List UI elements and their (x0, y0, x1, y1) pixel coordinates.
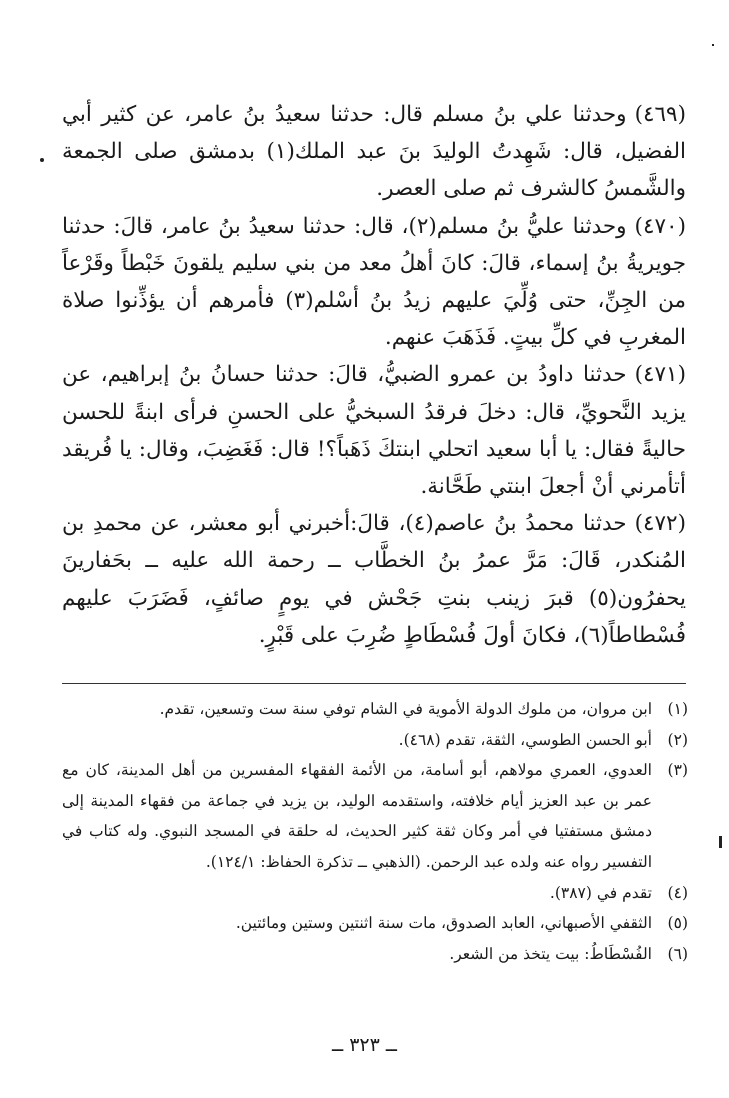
page-number: ــ ٣٢٣ ــ (332, 1034, 397, 1056)
hadith-470 (62, 208, 686, 357)
hadith-number: (٤٧٢) (634, 511, 686, 537)
footnote-number: (٥) (667, 914, 688, 933)
footnote-number: (٣) (667, 761, 688, 780)
margin-mark (40, 158, 44, 162)
footnote-text: العدوي، العمري مولاهم، أبو أسامة، من الأئمة الفقهاء المفسرين من أهل المدينة، كان مع عمر بن عبد العزيز أيام خلافته، واستقدمه الوليد، بن يزيد في جماعة من فقهاء المدينة إلى دمشق مستفتيا في أمر وكان ثقة كثير الحديث، له حلقة في المسجد النبوي. وله كتاب في التفسير رواه عنه ولده عبد الرحمن. (الذهبي ــ تذكرة الحفاظ: ١٢٤/١). (62, 761, 652, 871)
hadith-469 (62, 96, 686, 208)
footnote-5 (62, 908, 688, 939)
hadith-472 (62, 505, 686, 654)
hadith-text: حدثنا محمدُ بنُ عاصم(٤)، قالَ:أخبرني أبو معشر، عن محمدِ بن المُنكدر، قَالَ: مَرَّ عمرُ بنُ الخطَّاب ــ رحمة الله عليه ــ بحَفارينَ يحفرُون(٥) قبرَ زينب بنتِ جَحْش في يومٍ صائفٍ، فَضَرَبَ عليهم فُسْطاطاً(٦)، فكانَ أولَ فُسْطَاطٍ ضُرِبَ على قَبْرٍ. (62, 511, 686, 648)
hadith-text: وحدثنا عليُّ بنُ مسلم(٢)، قال: حدثنا سعيدُ بنُ عامر، قالَ: حدثنا جويريةُ بنُ إسماء، قالَ: كانَ أهلُ معد من بني سليم يلقونَ خَبْطاً وقَرْعاً من الجِنِّ، حتى وُلِّيَ عليهم زيدُ بنُ أسْلم(٣) فأمرهم أن يؤذِّنوا صلاة المغربِ في كلِّ بيتٍ. فَذَهَبَ عنهم. (62, 213, 686, 351)
footnote-number: (٦) (667, 944, 688, 963)
hadith-text: حدثنا داودُ بن عمرو الضبيُّ، قالَ: حدثنا حسانُ بنُ إبراهيم، عن يزيد النَّحويِّ، قال: دخلَ فرقدُ السبخيُّ على الحسنِ فرأى ابنةً للحسن حاليةً فقال: يا أبا سعيد اتحلي ابنتكَ ذَهَباً؟! قال: فَغَضِبَ، وقال: يا فُريقد أتأمرني أنْ أجعلَ ابنتي طَحَّانة. (62, 362, 686, 500)
margin-mark (712, 44, 714, 46)
footnote-text: أبو الحسن الطوسي، الثقة، تقدم (٤٦٨). (398, 730, 652, 749)
hadith-number: (٤٧١) (634, 362, 686, 388)
hadith-471 (62, 356, 686, 505)
footnote-text: تقدم في (٣٨٧). (549, 883, 652, 902)
footnote-2 (62, 725, 688, 756)
footnote-number: (١) (667, 700, 688, 718)
footnote-1 (62, 694, 688, 725)
footnote-divider (62, 683, 686, 684)
margin-mark (719, 836, 722, 848)
footnote-text: ابن مروان، من ملوك الدولة الأموية في الشام توفي سنة ست وتسعين، تقدم. (159, 700, 652, 718)
footnote-number: (٢) (667, 730, 688, 749)
hadith-text: وحدثنا علي بنُ مسلم قال: حدثنا سعيدُ بنُ عامر، عن كثير أبي الفضيل، قال: شَهِدتُ الوليدَ بنَ عبد الملك(١) بدمشق صلى الجمعة والشَّمسُ كالشرف ثم صلى العصر. (62, 102, 686, 202)
footnote-text: الفُسْطَاطُ: بيت يتخذ من الشعر. (449, 944, 652, 963)
footnote-4 (62, 878, 688, 909)
hadith-number: (٤٦٩) (634, 102, 686, 127)
hadith-number: (٤٧٠) (634, 213, 686, 239)
footnote-6 (62, 939, 688, 970)
footnote-number: (٤) (667, 883, 688, 902)
footnote-text: الثقفي الأصبهاني، العابد الصدوق، مات سنة اثنتين وستين ومائتين. (235, 914, 652, 933)
footnotes (62, 694, 688, 969)
footnote-3 (62, 755, 688, 877)
main-text (62, 96, 686, 654)
